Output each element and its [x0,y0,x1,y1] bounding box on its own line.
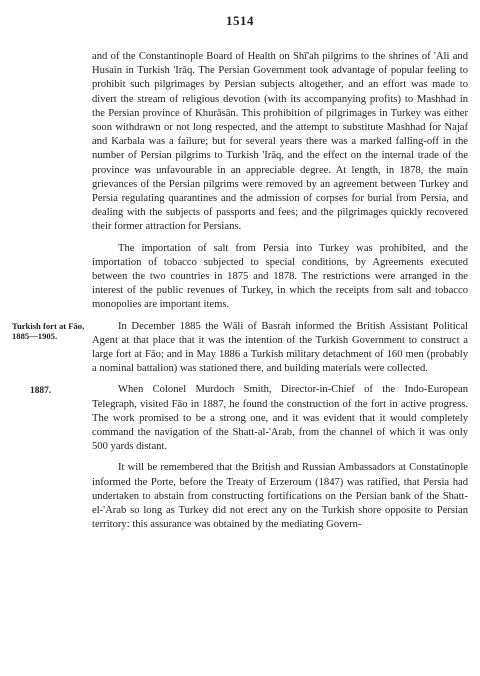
body-text [12,50,468,540]
paragraph-4-text: When Colonel Murdoch Smith, Director-in-Chief of the Indo-European Telegraph, visited Fāo in 1887, he found the construction of the fort in active progress. The work promised to be a strong one, and it was evident that it would completely command the navigation of the Shatt-al-'Arab, from the channel of which it was only 500 yards distant. [92,384,468,453]
paragraph-1 [92,50,468,235]
paragraph-2 [92,242,468,313]
paragraph-3 [12,320,468,377]
margin-note-turkish-fort: Turkish fort at Fāo, 1885—1905. [12,320,85,342]
paragraph-5 [92,461,468,532]
paragraph-4 [30,383,468,454]
page-number: 1514 [226,13,254,28]
paragraph-5-text: It will be remembered that the British and Russian Ambassadors at Constatinople informed the Porte, before the Treaty of Erzeroum (1847) was ratified, that Persia had undertaken to abstain from constructing fortifications on the Persian bank of the Shatt-el-'Arab so long as Turkey did not erect any on the Turkish shore opposite to Persian territory: this assurance was obtained by the mediating Govern- [92,462,468,531]
paragraph-3-text: In December 1885 the Wāli of Basrah informed the British Assistant Political Agent at that place that it was the intention of the Turkish Government to construct a large fort at Fāo; and in May 1886 a Turkish military detachment of 160 men (probably a nominal battalion) was stationed there, and building materials were collected. [92,320,468,375]
margin-note-1887: 1887. [30,386,52,397]
paragraph-1-text: and of the Constantinople Board of Health on Shī'ah pilgrims to the shrines of 'Ali and Husain in Turkish 'Irāq. The Persian Government took advantage of popular feeling to prohibit such pilgrimages by Persian subjects altogether, and an effort was made to divert the stream of religious devotion (with its accompanying profits) to Mashhad in the Persian province of Khurāsān. This prohibition of pilgrimages in Turkey was either soon withdrawn or not long respected, and the attempt to substitute Mashhad for Najaf and Karbala was a failure; but for several years there was a marked falling-off in the number of Persian pilgrims to Turkish 'Irāq, and the effect on the internal trade of the province was unfavourable in an appreciable degree. At length, in 1878, the main grievances of the Persian pilgrims were removed by an agreement between Turkey and Persia regulating quarantines and the admission of corpses for burial from Persia, and dealing with the subjects of passports and fees; and the pilgrimages quickly recovered their former attraction for Persians. [92,51,468,233]
paragraph-2-text: The importation of salt from Persia into Turkey was prohibited, and the importation of tobacco subjected to special conditions, by Agreements executed between the two countries in 1875 and 1878. The restrictions were arranged in the interest of the public revenues of Turkey, in which the receipts from salt and tobacco monopolies are important items. [92,242,468,311]
